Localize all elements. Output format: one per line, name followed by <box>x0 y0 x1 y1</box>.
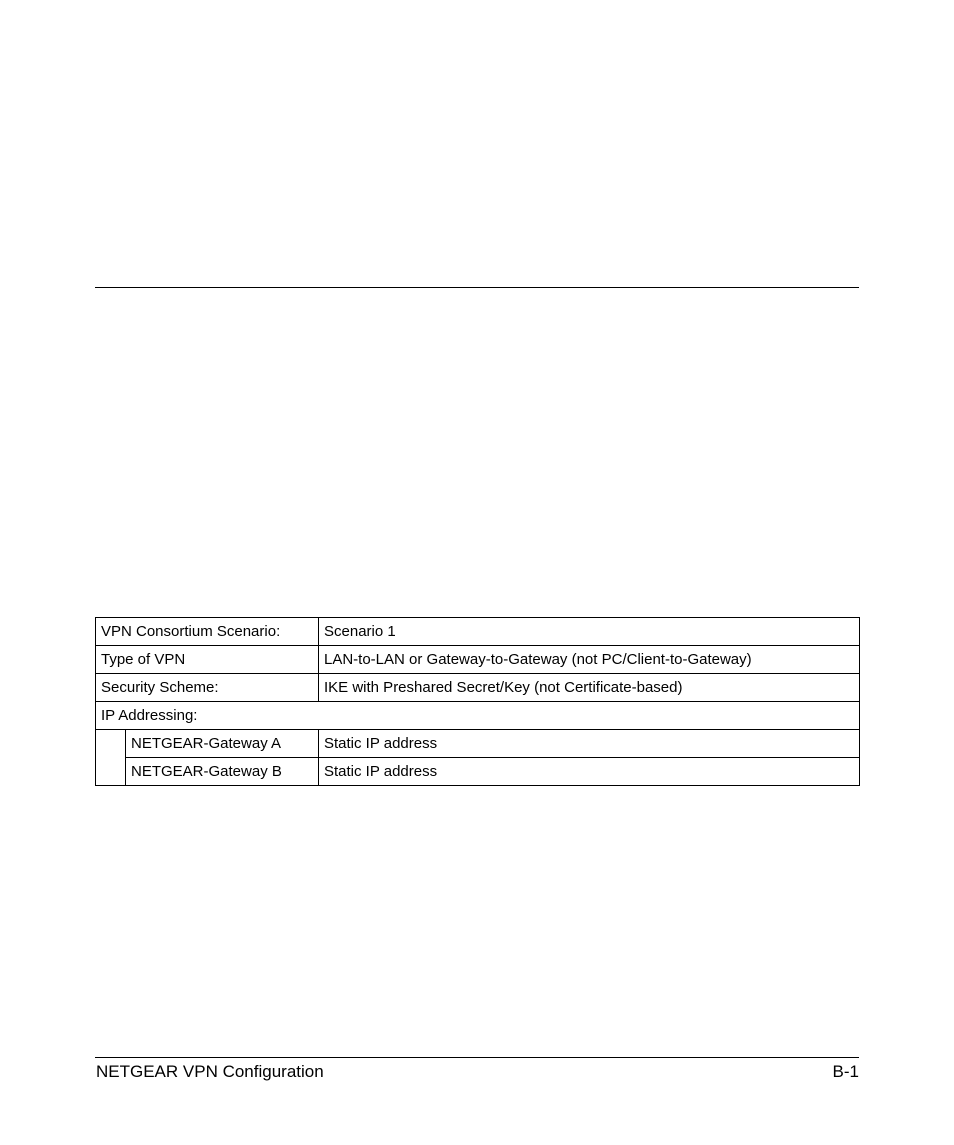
gateway-b-name: NETGEAR-Gateway B <box>126 758 319 786</box>
table-row <box>96 758 860 786</box>
gateway-a-value: Static IP address <box>319 730 860 758</box>
table-row <box>96 674 860 702</box>
table-row <box>96 618 860 646</box>
indent-cell <box>96 730 126 786</box>
footer-title: NETGEAR VPN Configuration <box>96 1062 324 1081</box>
header-rule <box>95 287 859 288</box>
row-label-ip-addressing: IP Addressing: <box>96 702 860 730</box>
row-label-vpn-type: Type of VPN <box>96 646 319 674</box>
vpn-scenario-table <box>95 617 860 786</box>
table-row <box>96 702 860 730</box>
table-row <box>96 730 860 758</box>
page-number: B-1 <box>832 1062 859 1081</box>
row-value-security-scheme: IKE with Preshared Secret/Key (not Certificate-based) <box>319 674 860 702</box>
gateway-b-value: Static IP address <box>319 758 860 786</box>
row-label-security-scheme: Security Scheme: <box>96 674 319 702</box>
row-label-scenario: VPN Consortium Scenario: <box>96 618 319 646</box>
row-value-scenario: Scenario 1 <box>319 618 860 646</box>
footer-rule <box>95 1057 859 1058</box>
gateway-a-name: NETGEAR-Gateway A <box>126 730 319 758</box>
row-value-vpn-type: LAN-to-LAN or Gateway-to-Gateway (not PC/Client-to-Gateway) <box>319 646 860 674</box>
table-row <box>96 646 860 674</box>
